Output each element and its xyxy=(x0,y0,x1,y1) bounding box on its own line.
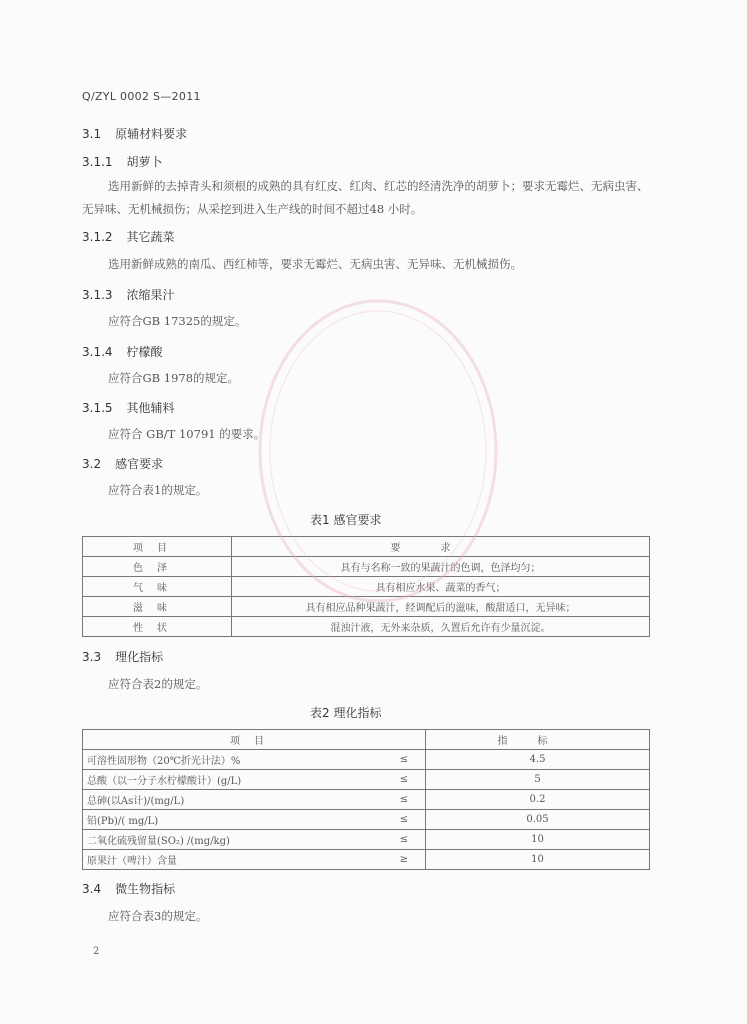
section-title: 感官要求 xyxy=(115,457,164,471)
section-3-3-heading xyxy=(82,648,163,665)
column-header-requirement: 要求 xyxy=(232,537,650,557)
table-cell: 10 xyxy=(426,850,650,870)
section-3-2-text: 应符合表1的规定。 xyxy=(108,483,208,497)
table-row xyxy=(83,770,650,790)
table-header-row xyxy=(83,730,650,750)
table-cell: 性状 xyxy=(83,617,232,637)
section-number: 3.1.4 xyxy=(82,345,113,359)
physicochemical-indicators-table xyxy=(82,729,650,870)
table-cell: 总酸（以一分子水柠檬酸计）(g/L) xyxy=(83,770,384,790)
table-row xyxy=(83,790,650,810)
section-title: 浓缩果汁 xyxy=(126,288,175,302)
section-3-1-5-heading xyxy=(82,399,175,416)
column-header-indicator: 指标 xyxy=(426,730,650,750)
section-number: 3.3 xyxy=(82,650,102,664)
comparison-symbol: ≤ xyxy=(383,770,426,790)
table-cell: 原果汁（啤汁）含量 xyxy=(83,850,384,870)
section-title: 胡萝卜 xyxy=(126,155,163,169)
section-3-1-heading xyxy=(82,125,187,142)
table-cell: 10 xyxy=(426,830,650,850)
section-3-1-4-heading xyxy=(82,343,163,360)
table-row xyxy=(83,830,650,850)
section-title: 原辅材料要求 xyxy=(115,127,188,141)
section-number: 3.1 xyxy=(82,127,102,141)
section-3-1-3-heading xyxy=(82,286,175,303)
section-number: 3.1.5 xyxy=(82,401,113,415)
section-title: 其他辅料 xyxy=(126,401,175,415)
section-number: 3.1.3 xyxy=(82,288,113,302)
column-header-item: 项目 xyxy=(83,537,232,557)
section-3-1-5-text: 应符合 GB/T 10791 的要求。 xyxy=(108,427,266,441)
table-header-row xyxy=(83,537,650,557)
table-cell: 可溶性固形物（20℃折光计法）% xyxy=(83,750,384,770)
table-cell: 具有相应品种果蔬汁，经调配后的滋味，酸甜适口，无异味； xyxy=(232,597,650,617)
table-cell: 铅(Pb)/( mg/L) xyxy=(83,810,384,830)
section-3-4-heading xyxy=(82,880,175,897)
table-1-caption: 表1 感官要求 xyxy=(310,513,382,527)
table-cell: 滋味 xyxy=(83,597,232,617)
section-title: 理化指标 xyxy=(115,650,164,664)
table-cell: 色泽 xyxy=(83,557,232,577)
section-3-1-2-text: 选用新鲜成熟的南瓜、西红柿等，要求无霉烂、无病虫害、无异味、无机械损伤。 xyxy=(108,257,522,271)
section-3-1-1-text: 选用新鲜的去掉青头和须根的成熟的具有红皮、红肉、红芯的经清洗净的胡萝卜；要求无霉烂、无病虫害、无异味、无机械损伤；从采挖到进入生产线的时间不超过48 小时。 xyxy=(82,179,649,216)
section-3-1-1-heading xyxy=(82,153,163,170)
section-3-2-heading xyxy=(82,455,163,472)
section-number: 3.2 xyxy=(82,457,102,471)
section-3-1-4-text: 应符合GB 1978的规定。 xyxy=(108,371,240,385)
comparison-symbol: ≤ xyxy=(383,810,426,830)
comparison-symbol: ≥ xyxy=(383,850,426,870)
comparison-symbol: ≤ xyxy=(383,790,426,810)
section-3-1-2-heading xyxy=(82,228,175,245)
table-row xyxy=(83,597,650,617)
table-row xyxy=(83,577,650,597)
table-row xyxy=(83,850,650,870)
section-number: 3.4 xyxy=(82,882,102,896)
sensory-requirements-table xyxy=(82,536,650,637)
column-header-item: 项目 xyxy=(83,730,426,750)
table-cell: 气味 xyxy=(83,577,232,597)
table-cell: 5 xyxy=(426,770,650,790)
section-title: 柠檬酸 xyxy=(126,345,163,359)
table-cell: 混浊汁液，无外来杂质，久置后允许有少量沉淀。 xyxy=(232,617,650,637)
table-cell: 二氧化硫残留量(SO₂) /(mg/kg) xyxy=(83,830,384,850)
table-row xyxy=(83,750,650,770)
table-cell: 具有与名称一致的果蔬汁的色调，色泽均匀； xyxy=(232,557,650,577)
table-2-caption: 表2 理化指标 xyxy=(310,706,382,720)
section-3-3-text: 应符合表2的规定。 xyxy=(108,677,208,691)
table-row xyxy=(83,557,650,577)
table-cell: 0.2 xyxy=(426,790,650,810)
comparison-symbol: ≤ xyxy=(383,750,426,770)
table-cell: 0.05 xyxy=(426,810,650,830)
section-number: 3.1.2 xyxy=(82,230,113,244)
page-number: 2 xyxy=(93,946,100,957)
comparison-symbol: ≤ xyxy=(383,830,426,850)
table-row xyxy=(83,810,650,830)
section-number: 3.1.1 xyxy=(82,155,113,169)
section-title: 微生物指标 xyxy=(115,882,176,896)
table-row xyxy=(83,617,650,637)
table-cell: 4.5 xyxy=(426,750,650,770)
section-title: 其它蔬菜 xyxy=(126,230,175,244)
table-cell: 具有相应水果、蔬菜的香气； xyxy=(232,577,650,597)
table-cell: 总砷(以As计)/(mg/L) xyxy=(83,790,384,810)
section-3-1-3-text: 应符合GB 17325的规定。 xyxy=(108,314,247,328)
standard-code-header: Q/ZYL 0002 S—2011 xyxy=(82,90,201,103)
section-3-4-text: 应符合表3的规定。 xyxy=(108,909,208,923)
